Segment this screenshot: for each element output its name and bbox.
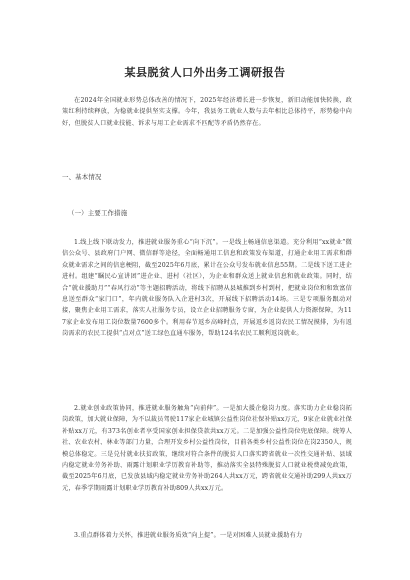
intro-paragraph: 在2024年全国就业形势总体改善的情况下，2025年经济增长进一步恢复，新旧动能加快转换，政策红利持续释放，为稳就业提供坚实支撑。今年，我县务工就业人数与去年相比总体持平，形势稳中向好，但脱贫人口就业技能、诉求与用工企业需求不匹配等矛盾仍然存在。 xyxy=(62,97,352,127)
document-title: 某县脱贫人口外出务工调研报告 xyxy=(124,66,286,79)
section-heading: 一、基本情况 xyxy=(62,173,102,181)
subsection-heading: （一）主要工作措施 xyxy=(68,209,128,217)
item-1-paragraph: 1.线上线下联动发力，推进就业服务重心“向下沉”。一是线上畅通信息渠道。充分利用“xx就业”微信公众号、县政府门户网、微信群等途径，全面畅通用工信息和政策发布渠道，打通企业用工需求和群众就业需求之间的信息梗阻，截至2025年6月底，累计在公众号发布就业信息55期。二是线下送工进企进村。组建“瞩民心宣讲团”进企业、进村（社区），为企业和群众送上就业信息和就业政策。同时，结合“就业援助月”“春风行动”等主题招聘活动，将线下招聘从县城推到乡村到村，把就业岗位和和致富信息送至群众“家门口”，年内就业服务队入企进村3次，开展线下招聘活动14场。三是专项服务跟动对接，聚焦企业用工需求，落实人社服务专员，设立企业招聘服务专窗，为企业提供人力资源保障，为117家企业发布用工岗位数量7600多个。利用春节返乡高峰时点，开展返乡返岗农民工情况摸排，为有返岗需求的农民工提供“点对点”送工绿色直通车服务，帮助124名农民工顺利返岗就业。 xyxy=(62,239,352,338)
item-2-paragraph: 2.就业创业政策协同，推进就业服务触角“向前伸”。一是加大援企稳岗力度。落实助力企业稳岗拓岗政策，加大就业保障，为不以裁员驾驶117家企业城镇公益性岗位社保补贴xx万元，9家企业就业社保补贴xx万元，有373名创业者享受国家创业担保贷款共xx万元。二是加强公益性岗位兜底保障。统筹人社、农业农村、林业等部门力量，合理开发乡村公益性岗位，目前各类乡村公益性岗位在岗2350人，规模总体稳定。三是兑付就业扶贫政策，继续对符合条件的脱贫人口落实跨省就业一次性交通补贴、县域内稳定就业劳务补助、雨露计划职业学历教育补助等，推动落实全县特殊脱贫人口就业税费减免政策，截至2025年6月底，已发放县域内稳定就业劳务补助264人共xx万元，跨省就业交通补助299人共xx万元，春季学期雨露计划职业学历教育补助809人共xx万元。 xyxy=(62,405,352,492)
item-3-paragraph: 3.重点群体着力关怀，推进就业服务质效“向上提”。一是对困难人员就业援助有力 xyxy=(74,532,303,539)
